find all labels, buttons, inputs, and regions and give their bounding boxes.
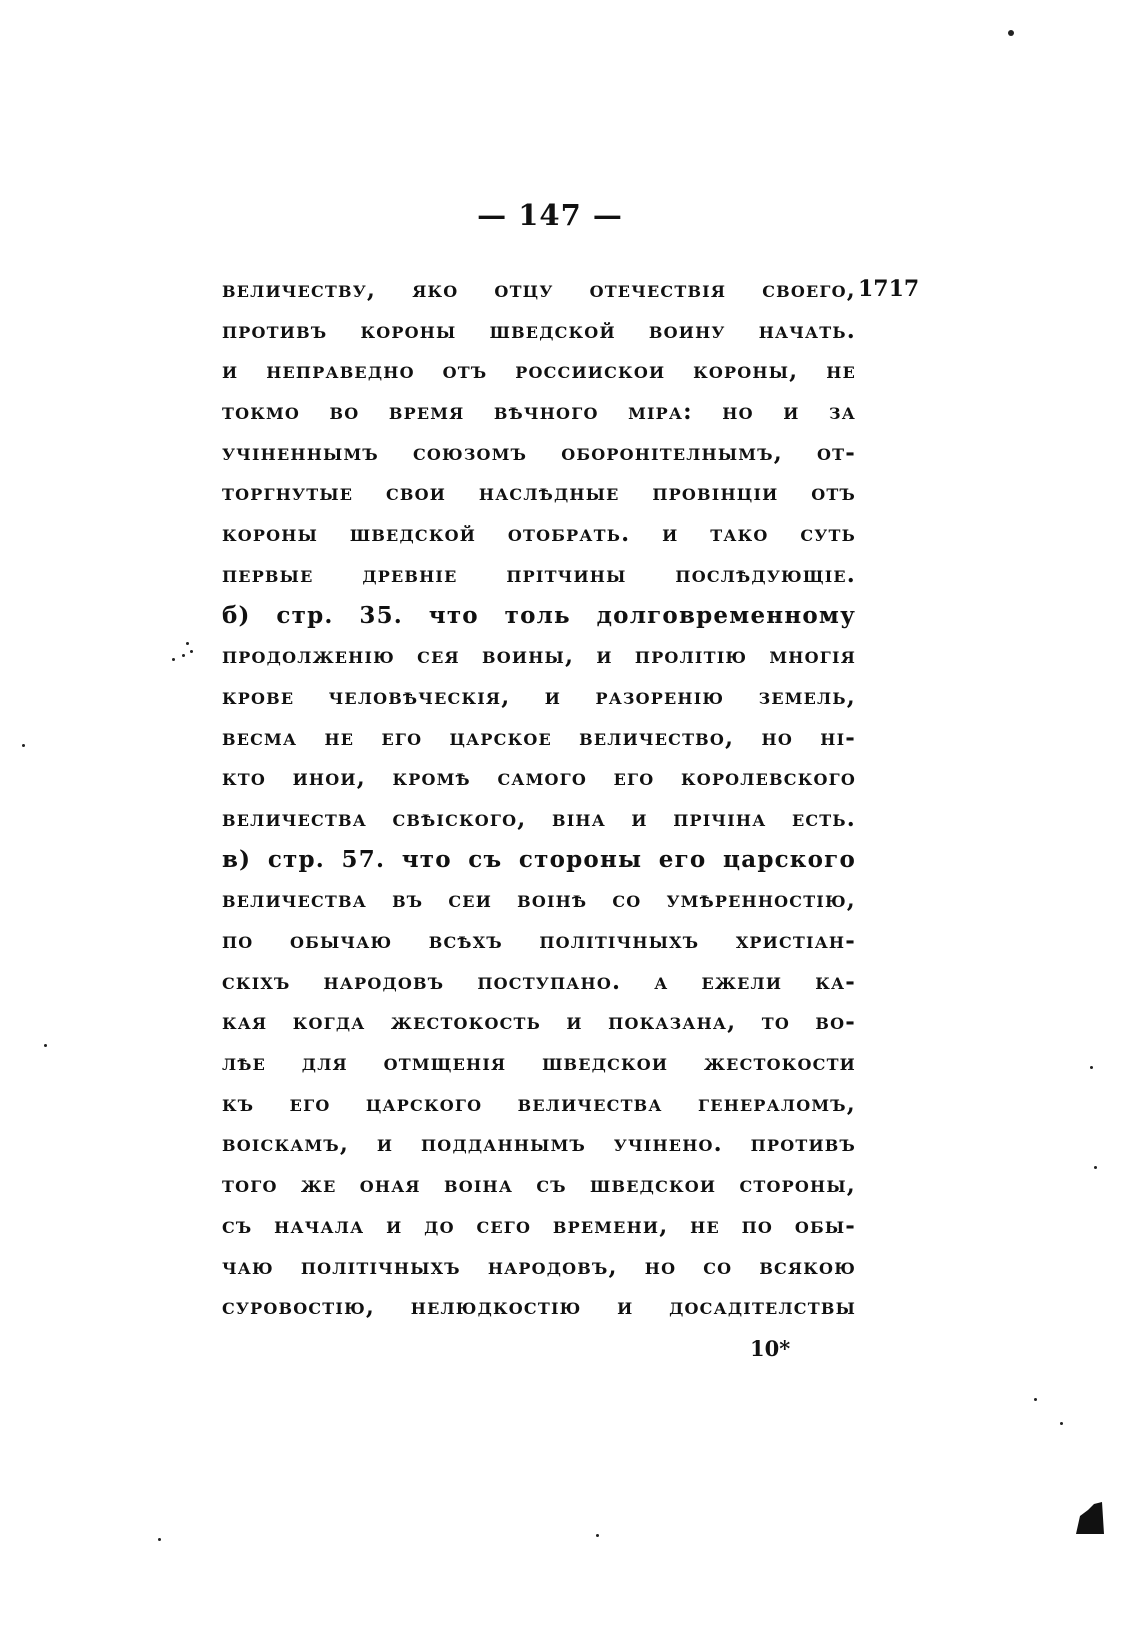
- scan-speck: [158, 1538, 161, 1541]
- text-line: скіхъ народовъ поступано. а ежели ка-: [222, 967, 856, 995]
- text-line: величеству, яко отцу отечествія своего,: [222, 276, 856, 303]
- text-line: продолженію сея воины, и пролітію многія: [222, 642, 856, 670]
- text-line: и неправедно отъ россиискои короны, не: [222, 357, 856, 385]
- text-line: крове человѣческія, и разоренію земель,: [222, 682, 856, 710]
- scan-speck: [1008, 30, 1014, 36]
- text-line: лѣе для отмщенія шведскои жестокости: [222, 1049, 856, 1077]
- text-line: б) стр. 35. что толь долговременному: [222, 601, 856, 629]
- scan-speck: [44, 1044, 47, 1047]
- ink-blot: [1076, 1502, 1104, 1534]
- scan-speck: [22, 744, 25, 747]
- text-line: первые древніе прітчины послѣдующіе.: [222, 560, 856, 588]
- text-line: величества въ сеи воінѣ со умѣренностію,: [222, 886, 856, 914]
- scan-speck: [1090, 1066, 1093, 1069]
- text-line: суровостію, нелюдкостію и досадітелствы: [222, 1293, 856, 1321]
- margin-year-note: 1717: [858, 276, 920, 302]
- scan-speck: [186, 642, 189, 645]
- scan-speck: [190, 650, 193, 653]
- scan-speck: [1060, 1422, 1063, 1425]
- text-line: того же оная воіна съ шведскои стороны,: [222, 1171, 856, 1199]
- scan-speck: [1034, 1398, 1037, 1401]
- scan-speck: [1094, 1166, 1097, 1169]
- text-line: по обычаю всѣхъ політічныхъ христіан-: [222, 927, 856, 954]
- text-line: воіскамъ, и подданнымъ учінено. противъ: [222, 1130, 856, 1158]
- text-line: короны шведской отобрать. и тако суть: [222, 520, 856, 548]
- scan-speck: [182, 654, 185, 657]
- text-line: токмо во время вѣчного міра: но и за: [222, 398, 856, 426]
- scan-speck: [172, 658, 175, 661]
- text-line: съ начала и до сего времени, не по обы-: [222, 1211, 856, 1239]
- page-number: — 147 —: [477, 198, 623, 232]
- text-line: в) стр. 57. что съ стороны его царского: [222, 845, 856, 873]
- text-line: весма не его царское величество, но ні-: [222, 723, 856, 751]
- text-line: кто инои, кромѣ самого его королевского: [222, 764, 856, 792]
- text-line: величества свѣіского, віна и прічіна есть.: [222, 804, 856, 832]
- text-line: кая когда жестокость и показана, то во-: [222, 1008, 856, 1036]
- body-text: [222, 270, 856, 1328]
- text-line: учіненнымъ союзомъ оборонітелнымъ, от-: [222, 438, 856, 466]
- text-line: противъ короны шведской воину начать.: [222, 316, 856, 344]
- scan-speck: [596, 1534, 599, 1537]
- text-line: торгнутые свои наслѣдные провінціи отъ: [222, 479, 856, 507]
- signature-mark: 10*: [750, 1336, 791, 1361]
- text-line: къ его царского величества генераломъ,: [222, 1089, 856, 1117]
- text-line: чаю політічныхъ народовъ, но со всякою: [222, 1252, 856, 1280]
